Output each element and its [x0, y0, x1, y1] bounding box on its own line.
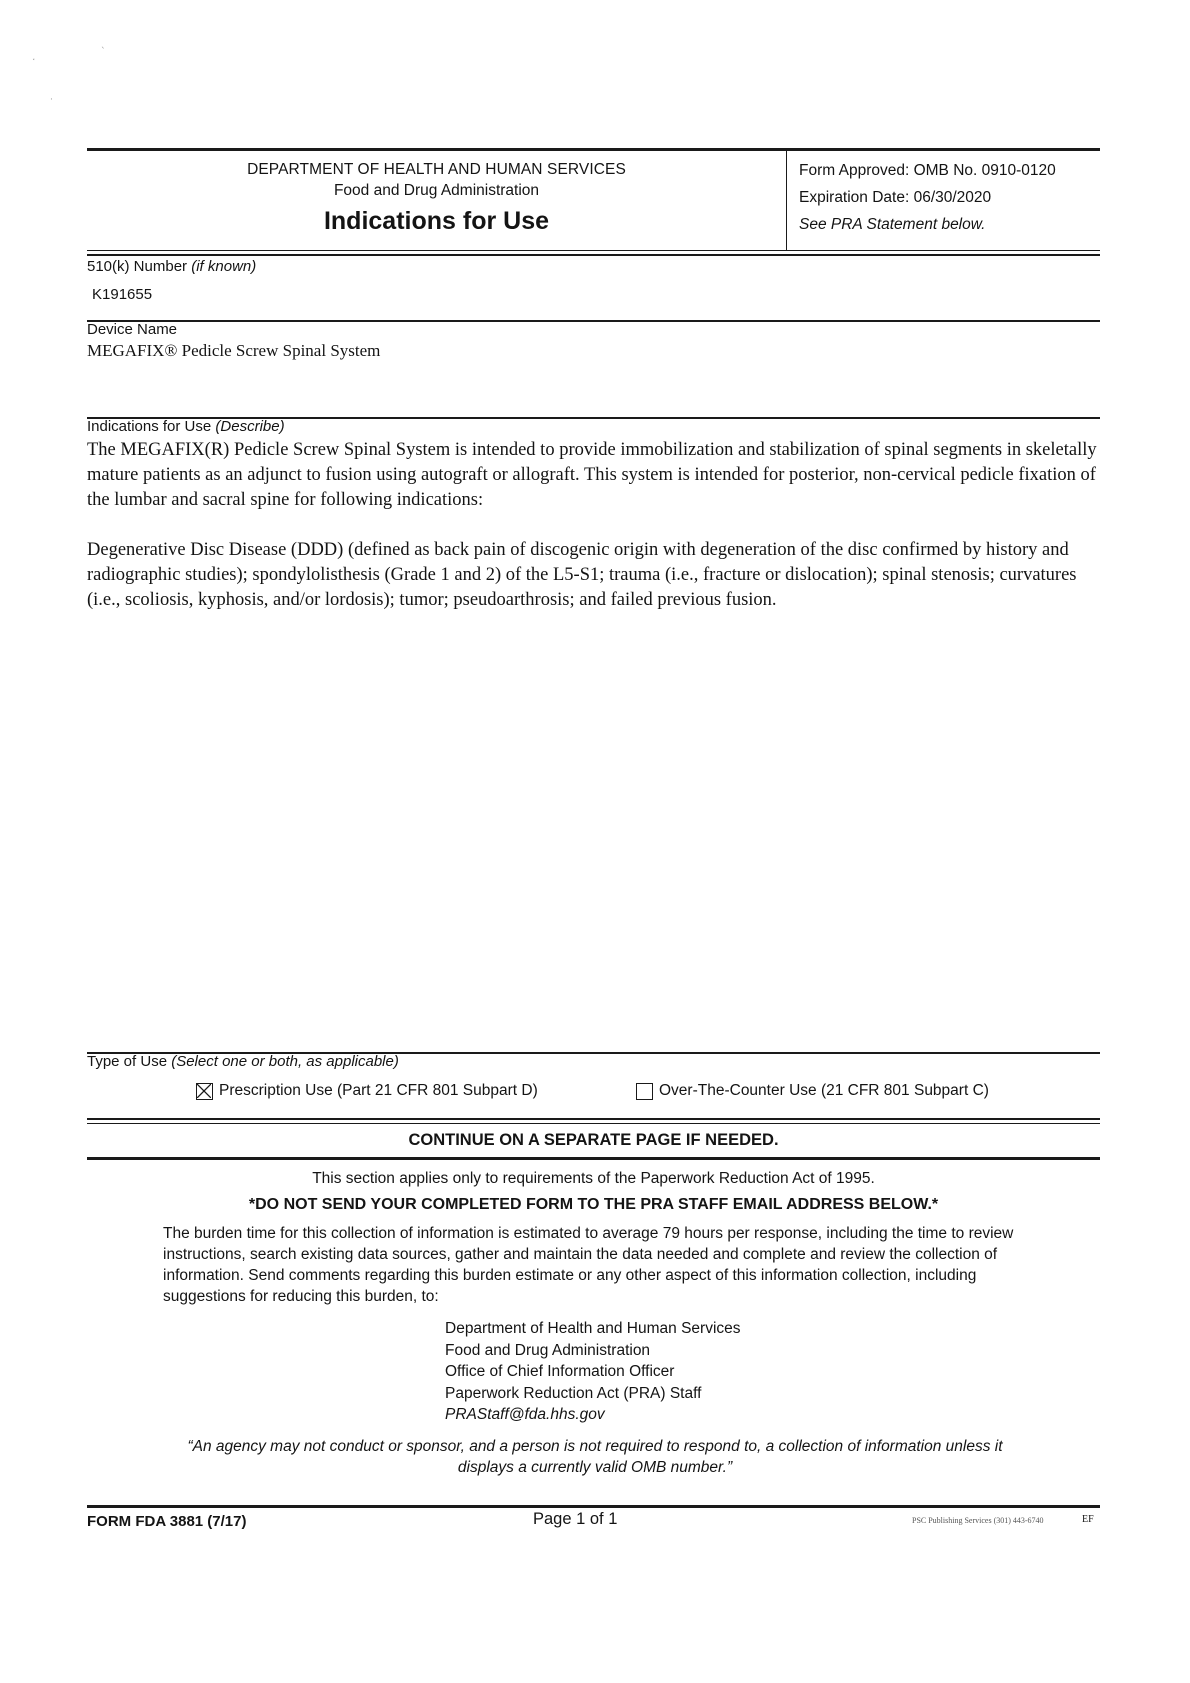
address-line: Department of Health and Human Services [445, 1320, 741, 1337]
continue-rule-bottom [87, 1157, 1100, 1160]
indications-label-hint: (Describe) [215, 418, 285, 435]
checked-x-icon [197, 1084, 211, 1098]
prescription-use-label: Prescription Use (Part 21 CFR 801 Subpart D) [219, 1082, 538, 1099]
footer-rule [87, 1505, 1100, 1508]
pra-applies-text: This section applies only to requirements of the Paperwork Reduction Act of 1995. [312, 1170, 875, 1187]
form-title: Indications for Use [323, 207, 550, 235]
form-code: EF [1082, 1514, 1094, 1525]
indications-label [87, 418, 285, 435]
k-number-field[interactable]: K191655 [92, 286, 153, 303]
pra-email-link[interactable]: PRAStaff@fda.hhs.gov [445, 1406, 605, 1423]
k-number-label-hint: (if known) [191, 258, 257, 275]
type-of-use-label-text: Type of Use [87, 1053, 168, 1070]
form-number: FORM FDA 3881 (7/17) [87, 1513, 247, 1530]
header-top-rule [87, 148, 1100, 151]
expiration-date: Expiration Date: 06/30/2020 [799, 189, 992, 206]
indications-paragraph-2[interactable]: Degenerative Disc Disease (DDD) (defined as back pain of discogenic origin with degeneration of the disc confirmed by history and radiographic studies); spondylolisthesis (Grade 1 and 2) of the L5-S1; trauma (i.e., fracture or dislocation); spinal stenosis; curvatures (i.e., scoliosis, kyphosis, and/or lordosis); tumor; pseudoarthrosis; and failed previous fusion. [87, 540, 1077, 610]
department-name: DEPARTMENT OF HEALTH AND HUMAN SERVICES [247, 161, 626, 178]
indications-label-text: Indications for Use [87, 418, 212, 435]
burden-statement: The burden time for this collection of information is estimated to average 79 hours per response, including the time to review instructions, search existing data sources, gather and maintain the data needed and complete and review the collection of information. Send comments regarding this burden estimate or any other aspect of this information collection, including suggestions for reducing this burden, to: [163, 1225, 1014, 1305]
prescription-use-option[interactable] [196, 1082, 538, 1100]
device-rule [87, 320, 1100, 322]
page-number: Page 1 of 1 [533, 1510, 618, 1528]
k-number-label-text: 510(k) Number [87, 258, 188, 275]
header-divider [786, 150, 787, 250]
otc-use-checkbox[interactable] [636, 1083, 653, 1100]
continue-rule-top [87, 1118, 1100, 1120]
address-line: Food and Drug Administration [445, 1342, 651, 1359]
pra-warning: *DO NOT SEND YOUR COMPLETED FORM TO THE PRA STAFF EMAIL ADDRESS BELOW.* [248, 1196, 939, 1213]
type-of-use-label-hint: (Select one or both, as applicable) [171, 1053, 399, 1070]
address-line: Office of Chief Information Officer [445, 1363, 675, 1380]
otc-use-label: Over-The-Counter Use (21 CFR 801 Subpart C) [659, 1082, 989, 1099]
continue-rule-top-2 [87, 1123, 1100, 1124]
type-of-use-label [87, 1053, 399, 1070]
device-name-label: Device Name [87, 321, 178, 338]
continue-notice: CONTINUE ON A SEPARATE PAGE IF NEEDED. [408, 1131, 779, 1149]
omb-quote: “An agency may not conduct or sponsor, and a person is not required to respond to, a collection of information unless it displays a currently valid OMB number.” [187, 1438, 1003, 1476]
indications-paragraph-1[interactable]: The MEGAFIX(R) Pedicle Screw Spinal System is intended to provide immobilization and stabilization of spinal segments in skeletally mature patients as an adjunct to fusion using autograft or allograft. This system is intended for posterior, non-cervical pedicle fixation of the lumbar and sacral spine for following indications: [87, 440, 1097, 510]
k-number-label [87, 258, 256, 275]
device-name-field[interactable]: MEGAFIX® Pedicle Screw Spinal System [87, 341, 381, 360]
otc-use-option[interactable] [636, 1082, 989, 1100]
omb-number: Form Approved: OMB No. 0910-0120 [799, 162, 1056, 179]
pra-note: See PRA Statement below. [799, 216, 986, 233]
header-bottom-rule-2 [87, 254, 1100, 256]
prescription-use-checkbox[interactable] [196, 1083, 213, 1100]
agency-name: Food and Drug Administration [333, 182, 540, 199]
publisher-info: PSC Publishing Services (301) 443-6740 [912, 1516, 1044, 1525]
header-bottom-rule [87, 250, 1100, 251]
address-line: Paperwork Reduction Act (PRA) Staff [445, 1385, 702, 1402]
